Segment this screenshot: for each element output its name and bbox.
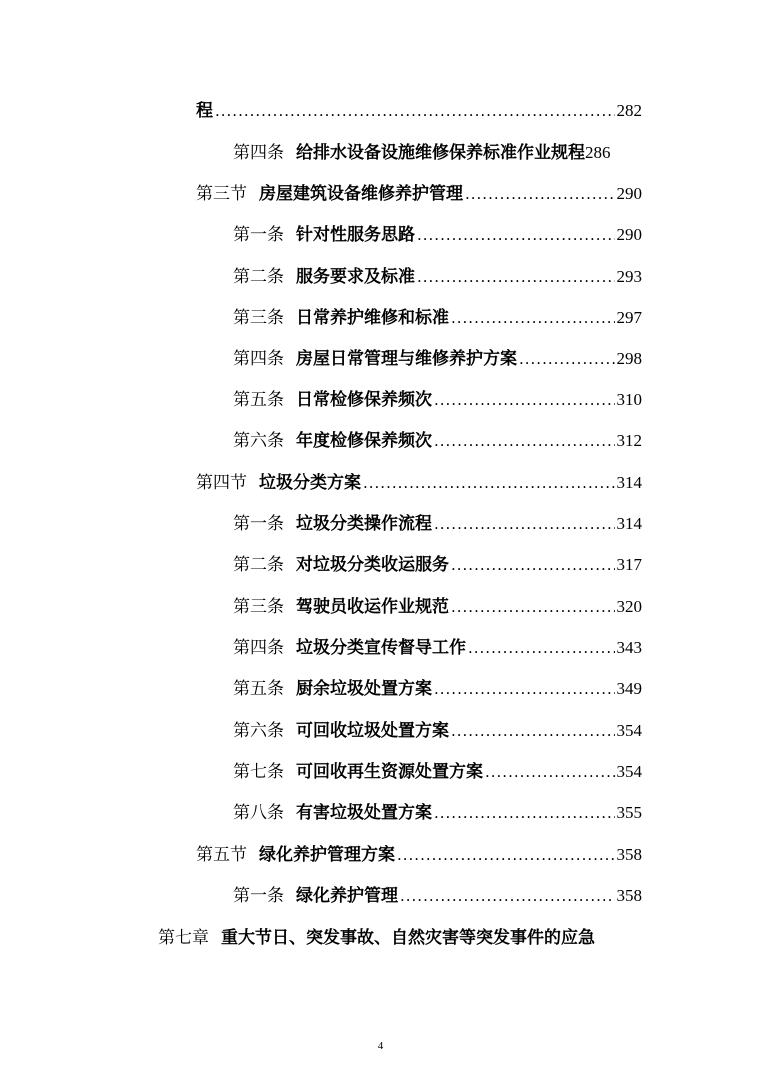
toc-entry-page: 290 [616,184,642,203]
toc-leader-dots [485,760,615,784]
toc-entry-label: 第二条 [233,555,284,575]
toc-leader-dots [400,884,615,908]
toc-entry-article [233,141,642,165]
toc-leader-dots [363,471,615,495]
toc-leader-dots [451,306,615,330]
toc-entry-title: 给排水设备设施维修保养标准作业规程 [296,143,585,163]
toc-entry-page: 320 [616,597,642,616]
toc-entry-page: 290 [616,225,642,244]
toc-leader-dots [465,182,615,206]
toc-entry-title: 日常养护维修和标准 [296,308,449,328]
toc-entry-page: 297 [616,308,642,327]
toc-entry-label: 第五条 [233,390,284,410]
toc-entry-title: 垃圾分类宣传督导工作 [296,638,466,658]
toc-entry-title: 日常检修保养频次 [296,390,432,410]
toc-leader-dots [434,677,615,701]
toc-entry-title: 对垃圾分类收运服务 [296,555,449,575]
toc-entry-title: 重大节日、突发事故、自然灾害等突发事件的应急 [221,928,595,948]
toc-entry-label: 第八条 [233,803,284,823]
toc-entry-article [233,595,642,619]
toc-entry-article [233,719,642,743]
toc-entry-article [233,884,642,908]
toc-leader-dots [434,801,615,825]
toc-entry-label: 第一条 [233,886,284,906]
toc-leader-dots [519,347,615,371]
toc-leader-dots [451,719,615,743]
toc-entry-label: 第三条 [233,308,284,328]
toc-entry-article [233,801,642,825]
toc-leader-dots [434,388,615,412]
toc-leader-dots [417,265,615,289]
toc-entry-label: 第五条 [233,679,284,699]
toc-leader-dots [451,553,615,577]
toc-entry-continuation [196,99,642,123]
toc-entry-chapter [158,926,642,950]
toc-entry-page: 312 [616,431,642,450]
toc-entry-title: 年度检修保养频次 [296,431,432,451]
toc-leader-dots [215,99,615,123]
toc-leader-dots [434,512,615,536]
toc-entry-page: 282 [616,101,642,120]
toc-leader-dots [468,636,615,660]
toc-entry-title: 房屋日常管理与维修养护方案 [296,349,517,369]
toc-entry-section [196,182,642,206]
toc-leader-dots [397,843,615,867]
toc-entry-title: 针对性服务思路 [296,225,415,245]
toc-entry-label: 第三条 [233,597,284,617]
toc-entry-article [233,347,642,371]
toc-entry-title: 厨余垃圾处置方案 [296,679,432,699]
toc-leader-dots [417,223,615,247]
toc-entry-page: 293 [616,267,642,286]
toc-entry-label: 第七条 [233,762,284,782]
toc-entry-article [233,677,642,701]
toc-entry-title: 有害垃圾处置方案 [296,803,432,823]
toc-entry-page: 314 [616,514,642,533]
toc-entry-article [233,223,642,247]
toc-entry-section [196,471,642,495]
toc-entry-page: 317 [616,555,642,574]
toc-entry-article [233,512,642,536]
toc-entry-page: 286 [585,143,611,162]
toc-entry-label: 第一条 [233,225,284,245]
toc-entry-label: 第四条 [233,638,284,658]
toc-entry-page: 343 [616,638,642,657]
toc-entry-label: 第六条 [233,431,284,451]
toc-entry-label: 第五节 [196,845,247,865]
toc-entry-label: 第一条 [233,514,284,534]
toc-entry-article [233,306,642,330]
toc-entry-article [233,429,642,453]
toc-entry-label: 第三节 [196,184,247,204]
toc-entry-title: 服务要求及标准 [296,267,415,287]
toc-entry-article [233,265,642,289]
toc-entry-article [233,760,642,784]
toc-entry-label: 第四条 [233,349,284,369]
toc-entry-page: 314 [616,473,642,492]
toc-entry-page: 298 [616,349,642,368]
toc-entry-title: 可回收垃圾处置方案 [296,721,449,741]
toc-entry-title: 房屋建筑设备维修养护管理 [259,184,463,204]
toc-entry-title: 驾驶员收运作业规范 [296,597,449,617]
toc-entry-label: 第七章 [158,928,209,948]
toc-leader-dots [451,595,615,619]
toc-entry-label: 第六条 [233,721,284,741]
toc-entry-page: 354 [616,762,642,781]
toc-entry-title: 程 [196,101,213,121]
toc-entry-section [196,843,642,867]
toc-entry-label: 第二条 [233,267,284,287]
toc-entry-title: 垃圾分类方案 [259,473,361,493]
toc-entry-page: 355 [616,803,642,822]
toc-entry-page: 358 [616,845,642,864]
toc-entry-label: 第四条 [233,143,284,163]
page-number: 4 [377,1040,384,1052]
toc-entry-article [233,636,642,660]
toc-entry-title: 可回收再生资源处置方案 [296,762,483,782]
toc-entry-title: 绿化养护管理方案 [259,845,395,865]
toc-entry-article [233,388,642,412]
toc-leader-dots [434,429,615,453]
toc-entry-page: 349 [616,679,642,698]
toc-entry-title: 垃圾分类操作流程 [296,514,432,534]
toc-entry-title: 绿化养护管理 [296,886,398,906]
toc-entry-label: 第四节 [196,473,247,493]
toc-entry-page: 310 [616,390,642,409]
toc-entry-article [233,553,642,577]
toc-entry-page: 354 [616,721,642,740]
toc-entry-page: 358 [616,886,642,905]
